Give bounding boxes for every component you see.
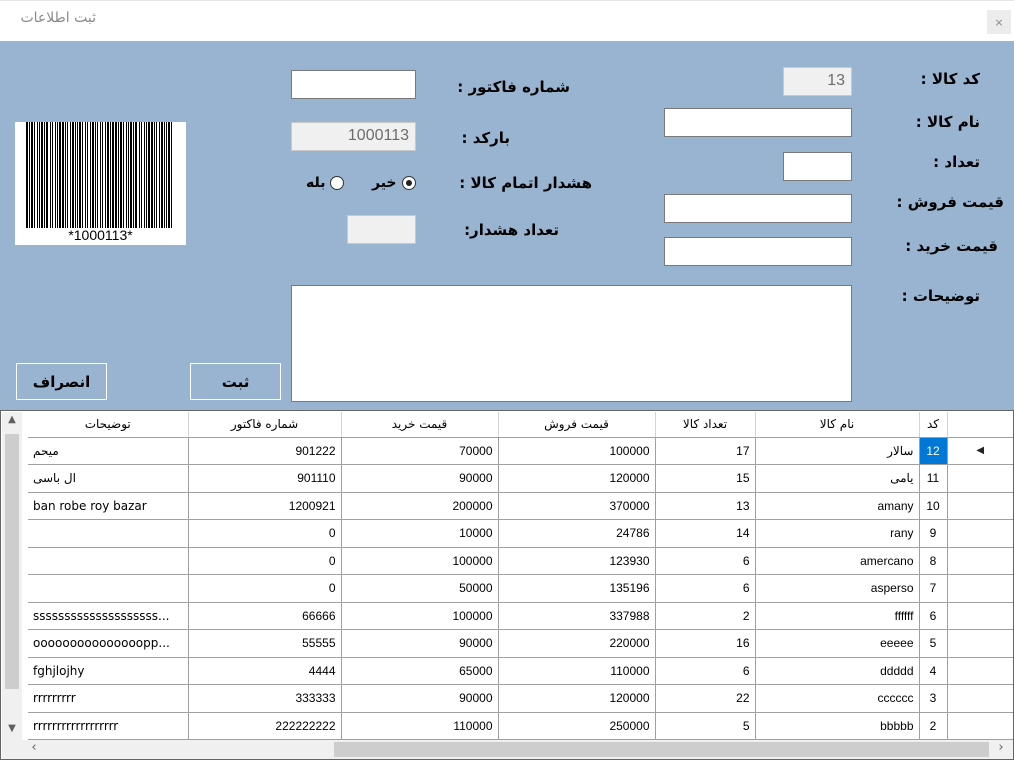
table-row[interactable]: [28, 547, 1013, 575]
barcode-bars: [26, 122, 176, 228]
sell-price-label: قیمت فروش :: [896, 193, 1004, 211]
cell-buy-price[interactable]: 65000: [341, 657, 498, 685]
cell-name[interactable]: ddddd: [755, 657, 919, 685]
alert-yes-radio[interactable]: [330, 176, 344, 190]
close-button[interactable]: [987, 10, 1011, 34]
col-header-quantity[interactable]: تعداد کالا: [655, 412, 755, 437]
cell-description[interactable]: rrrrrrrrr: [28, 685, 188, 713]
cell-quantity[interactable]: 17: [655, 437, 755, 465]
cell-buy-price[interactable]: 90000: [341, 630, 498, 658]
cell-description[interactable]: rrrrrrrrrrrrrrrrrr: [28, 712, 188, 740]
table-row[interactable]: [28, 437, 1013, 465]
cell-name[interactable]: cccccc: [755, 685, 919, 713]
cell-sell-price[interactable]: 337988: [498, 602, 655, 630]
cell-code[interactable]: 2: [919, 712, 947, 740]
table-row[interactable]: [28, 685, 1013, 713]
row-header[interactable]: [947, 685, 1013, 713]
close-icon: ×: [994, 15, 1004, 29]
cell-code[interactable]: 9: [919, 520, 947, 548]
cell-sell-price[interactable]: 220000: [498, 630, 655, 658]
invoice-label: شماره فاکتور :: [457, 78, 570, 96]
cell-invoice[interactable]: 0: [188, 575, 341, 603]
cell-quantity[interactable]: 5: [655, 712, 755, 740]
alert-count-field[interactable]: [347, 215, 416, 244]
scroll-left-icon[interactable]: ‹: [31, 740, 37, 755]
cell-quantity[interactable]: 16: [655, 630, 755, 658]
cell-name[interactable]: یامی: [755, 465, 919, 493]
cell-description[interactable]: [28, 547, 188, 575]
alert-no-text: خیر: [372, 175, 397, 191]
cell-quantity[interactable]: 22: [655, 685, 755, 713]
cell-code[interactable]: 11: [919, 465, 947, 493]
name-field[interactable]: [664, 108, 852, 137]
cell-sell-price[interactable]: 123930: [498, 547, 655, 575]
cell-quantity[interactable]: 6: [655, 575, 755, 603]
cell-name[interactable]: asperso: [755, 575, 919, 603]
alert-yes-option[interactable]: [306, 175, 344, 191]
name-label: نام کالا :: [915, 113, 980, 131]
row-header[interactable]: [947, 657, 1013, 685]
cell-code[interactable]: 12: [919, 437, 947, 465]
products-grid[interactable]: [0, 410, 1014, 760]
cell-quantity[interactable]: 15: [655, 465, 755, 493]
invoice-field[interactable]: [291, 70, 416, 99]
cell-buy-price[interactable]: 200000: [341, 492, 498, 520]
barcode-label: بارکد :: [461, 129, 510, 147]
row-header[interactable]: [947, 547, 1013, 575]
cell-code[interactable]: 6: [919, 602, 947, 630]
title-bar: [0, 0, 1014, 41]
col-header-name[interactable]: نام کالا: [755, 412, 919, 437]
form-panel: [0, 41, 1014, 410]
cell-description[interactable]: ...ssssssssssssssssssss: [28, 602, 188, 630]
cell-sell-price[interactable]: 120000: [498, 465, 655, 493]
cell-sell-price[interactable]: 120000: [498, 685, 655, 713]
barcode-field[interactable]: 1000113: [291, 122, 416, 151]
description-label: توضیحات :: [901, 287, 980, 305]
submit-button[interactable]: ثبت: [190, 363, 281, 400]
cell-quantity[interactable]: 6: [655, 657, 755, 685]
cell-code[interactable]: 8: [919, 547, 947, 575]
cell-buy-price[interactable]: 100000: [341, 602, 498, 630]
horizontal-scroll-thumb[interactable]: [334, 742, 989, 757]
vertical-scroll-thumb[interactable]: [5, 434, 19, 689]
qty-field[interactable]: [783, 152, 852, 181]
row-header[interactable]: [947, 630, 1013, 658]
table-row[interactable]: [28, 575, 1013, 603]
row-header[interactable]: [947, 492, 1013, 520]
cell-name[interactable]: amercano: [755, 547, 919, 575]
vertical-scrollbar[interactable]: [2, 412, 22, 742]
cell-buy-price[interactable]: 50000: [341, 575, 498, 603]
table-row[interactable]: [28, 492, 1013, 520]
cell-invoice[interactable]: 4444: [188, 657, 341, 685]
row-header[interactable]: [947, 575, 1013, 603]
cell-invoice[interactable]: 0: [188, 547, 341, 575]
scroll-down-icon[interactable]: ▼: [8, 723, 16, 734]
cell-sell-price[interactable]: 250000: [498, 712, 655, 740]
cell-buy-price[interactable]: 100000: [341, 547, 498, 575]
products-table: [28, 412, 1013, 740]
cell-invoice[interactable]: 222222222: [188, 712, 341, 740]
cell-name[interactable]: سالار: [755, 437, 919, 465]
cell-quantity[interactable]: 14: [655, 520, 755, 548]
stock-alert-label: هشدار اتمام کالا :: [459, 174, 592, 192]
buy-price-field[interactable]: [664, 237, 852, 266]
table-row[interactable]: [28, 465, 1013, 493]
alert-no-radio[interactable]: [402, 176, 416, 190]
cell-code[interactable]: 10: [919, 492, 947, 520]
cell-name[interactable]: rany: [755, 520, 919, 548]
cell-quantity[interactable]: 2: [655, 602, 755, 630]
cell-sell-price[interactable]: 110000: [498, 657, 655, 685]
row-header[interactable]: [947, 712, 1013, 740]
buy-price-label: قیمت خرید :: [905, 237, 998, 255]
cell-code[interactable]: 4: [919, 657, 947, 685]
cell-name[interactable]: bbbbb: [755, 712, 919, 740]
row-header[interactable]: [947, 602, 1013, 630]
cell-code[interactable]: 7: [919, 575, 947, 603]
cell-description[interactable]: میحم: [28, 437, 188, 465]
cancel-button[interactable]: انصراف: [16, 363, 107, 400]
row-header[interactable]: [947, 437, 1013, 465]
code-field[interactable]: 13: [783, 67, 852, 96]
cell-invoice[interactable]: 901222: [188, 437, 341, 465]
cell-description[interactable]: ...ooooooooooooooopp: [28, 630, 188, 658]
cell-name[interactable]: amany: [755, 492, 919, 520]
table-row[interactable]: [28, 630, 1013, 658]
cell-quantity[interactable]: 6: [655, 547, 755, 575]
cell-invoice[interactable]: 1200921: [188, 492, 341, 520]
cell-code[interactable]: 5: [919, 630, 947, 658]
cell-sell-price[interactable]: 135196: [498, 575, 655, 603]
col-header-description[interactable]: توضیحات: [28, 412, 188, 437]
cell-buy-price[interactable]: 90000: [341, 685, 498, 713]
cell-invoice[interactable]: 66666: [188, 602, 341, 630]
cell-buy-price[interactable]: 10000: [341, 520, 498, 548]
cell-buy-price[interactable]: 110000: [341, 712, 498, 740]
scroll-right-icon[interactable]: ›: [998, 740, 1004, 755]
row-header[interactable]: [947, 520, 1013, 548]
cell-invoice[interactable]: 333333: [188, 685, 341, 713]
alert-no-option[interactable]: [372, 175, 416, 191]
code-label: کد کالا :: [920, 70, 980, 88]
barcode-image: [15, 122, 186, 245]
cell-invoice[interactable]: 901110: [188, 465, 341, 493]
scroll-corner: [2, 742, 22, 759]
cell-name[interactable]: eeeee: [755, 630, 919, 658]
table-row[interactable]: [28, 657, 1013, 685]
current-row-icon: ◀: [976, 445, 985, 457]
description-field[interactable]: [291, 285, 852, 402]
cell-description[interactable]: ban robe roy bazar: [28, 492, 188, 520]
alert-yes-text: بله: [306, 175, 326, 191]
cell-invoice[interactable]: 0: [188, 520, 341, 548]
sell-price-field[interactable]: [664, 194, 852, 223]
col-header-sell-price[interactable]: قیمت فروش: [498, 412, 655, 437]
cell-code[interactable]: 3: [919, 685, 947, 713]
cell-sell-price[interactable]: 24786: [498, 520, 655, 548]
cell-description[interactable]: [28, 575, 188, 603]
row-header[interactable]: [947, 465, 1013, 493]
barcode-caption: *1000113*: [68, 227, 133, 243]
col-header-code[interactable]: کد: [919, 412, 947, 437]
alert-count-label: تعداد هشدار:: [464, 221, 559, 239]
cell-buy-price[interactable]: 70000: [341, 437, 498, 465]
cell-sell-price[interactable]: 370000: [498, 492, 655, 520]
scroll-up-icon[interactable]: ▲: [8, 414, 16, 425]
table-row[interactable]: [28, 712, 1013, 740]
cell-sell-price[interactable]: 100000: [498, 437, 655, 465]
cell-name[interactable]: ffffff: [755, 602, 919, 630]
row-header-corner: [947, 412, 1013, 437]
cell-description[interactable]: [28, 520, 188, 548]
table-row[interactable]: [28, 602, 1013, 630]
table-row[interactable]: [28, 520, 1013, 548]
cell-description[interactable]: fghjlojhy: [28, 657, 188, 685]
col-header-invoice[interactable]: شماره فاکتور: [188, 412, 341, 437]
window-title: ثبت اطلاعات: [20, 10, 96, 26]
cell-buy-price[interactable]: 90000: [341, 465, 498, 493]
cell-quantity[interactable]: 13: [655, 492, 755, 520]
cell-invoice[interactable]: 55555: [188, 630, 341, 658]
horizontal-scrollbar[interactable]: [22, 740, 1013, 759]
table-header-row: [28, 412, 1013, 437]
cell-description[interactable]: ال باسی: [28, 465, 188, 493]
col-header-buy-price[interactable]: قیمت خرید: [341, 412, 498, 437]
qty-label: تعداد :: [933, 153, 980, 171]
